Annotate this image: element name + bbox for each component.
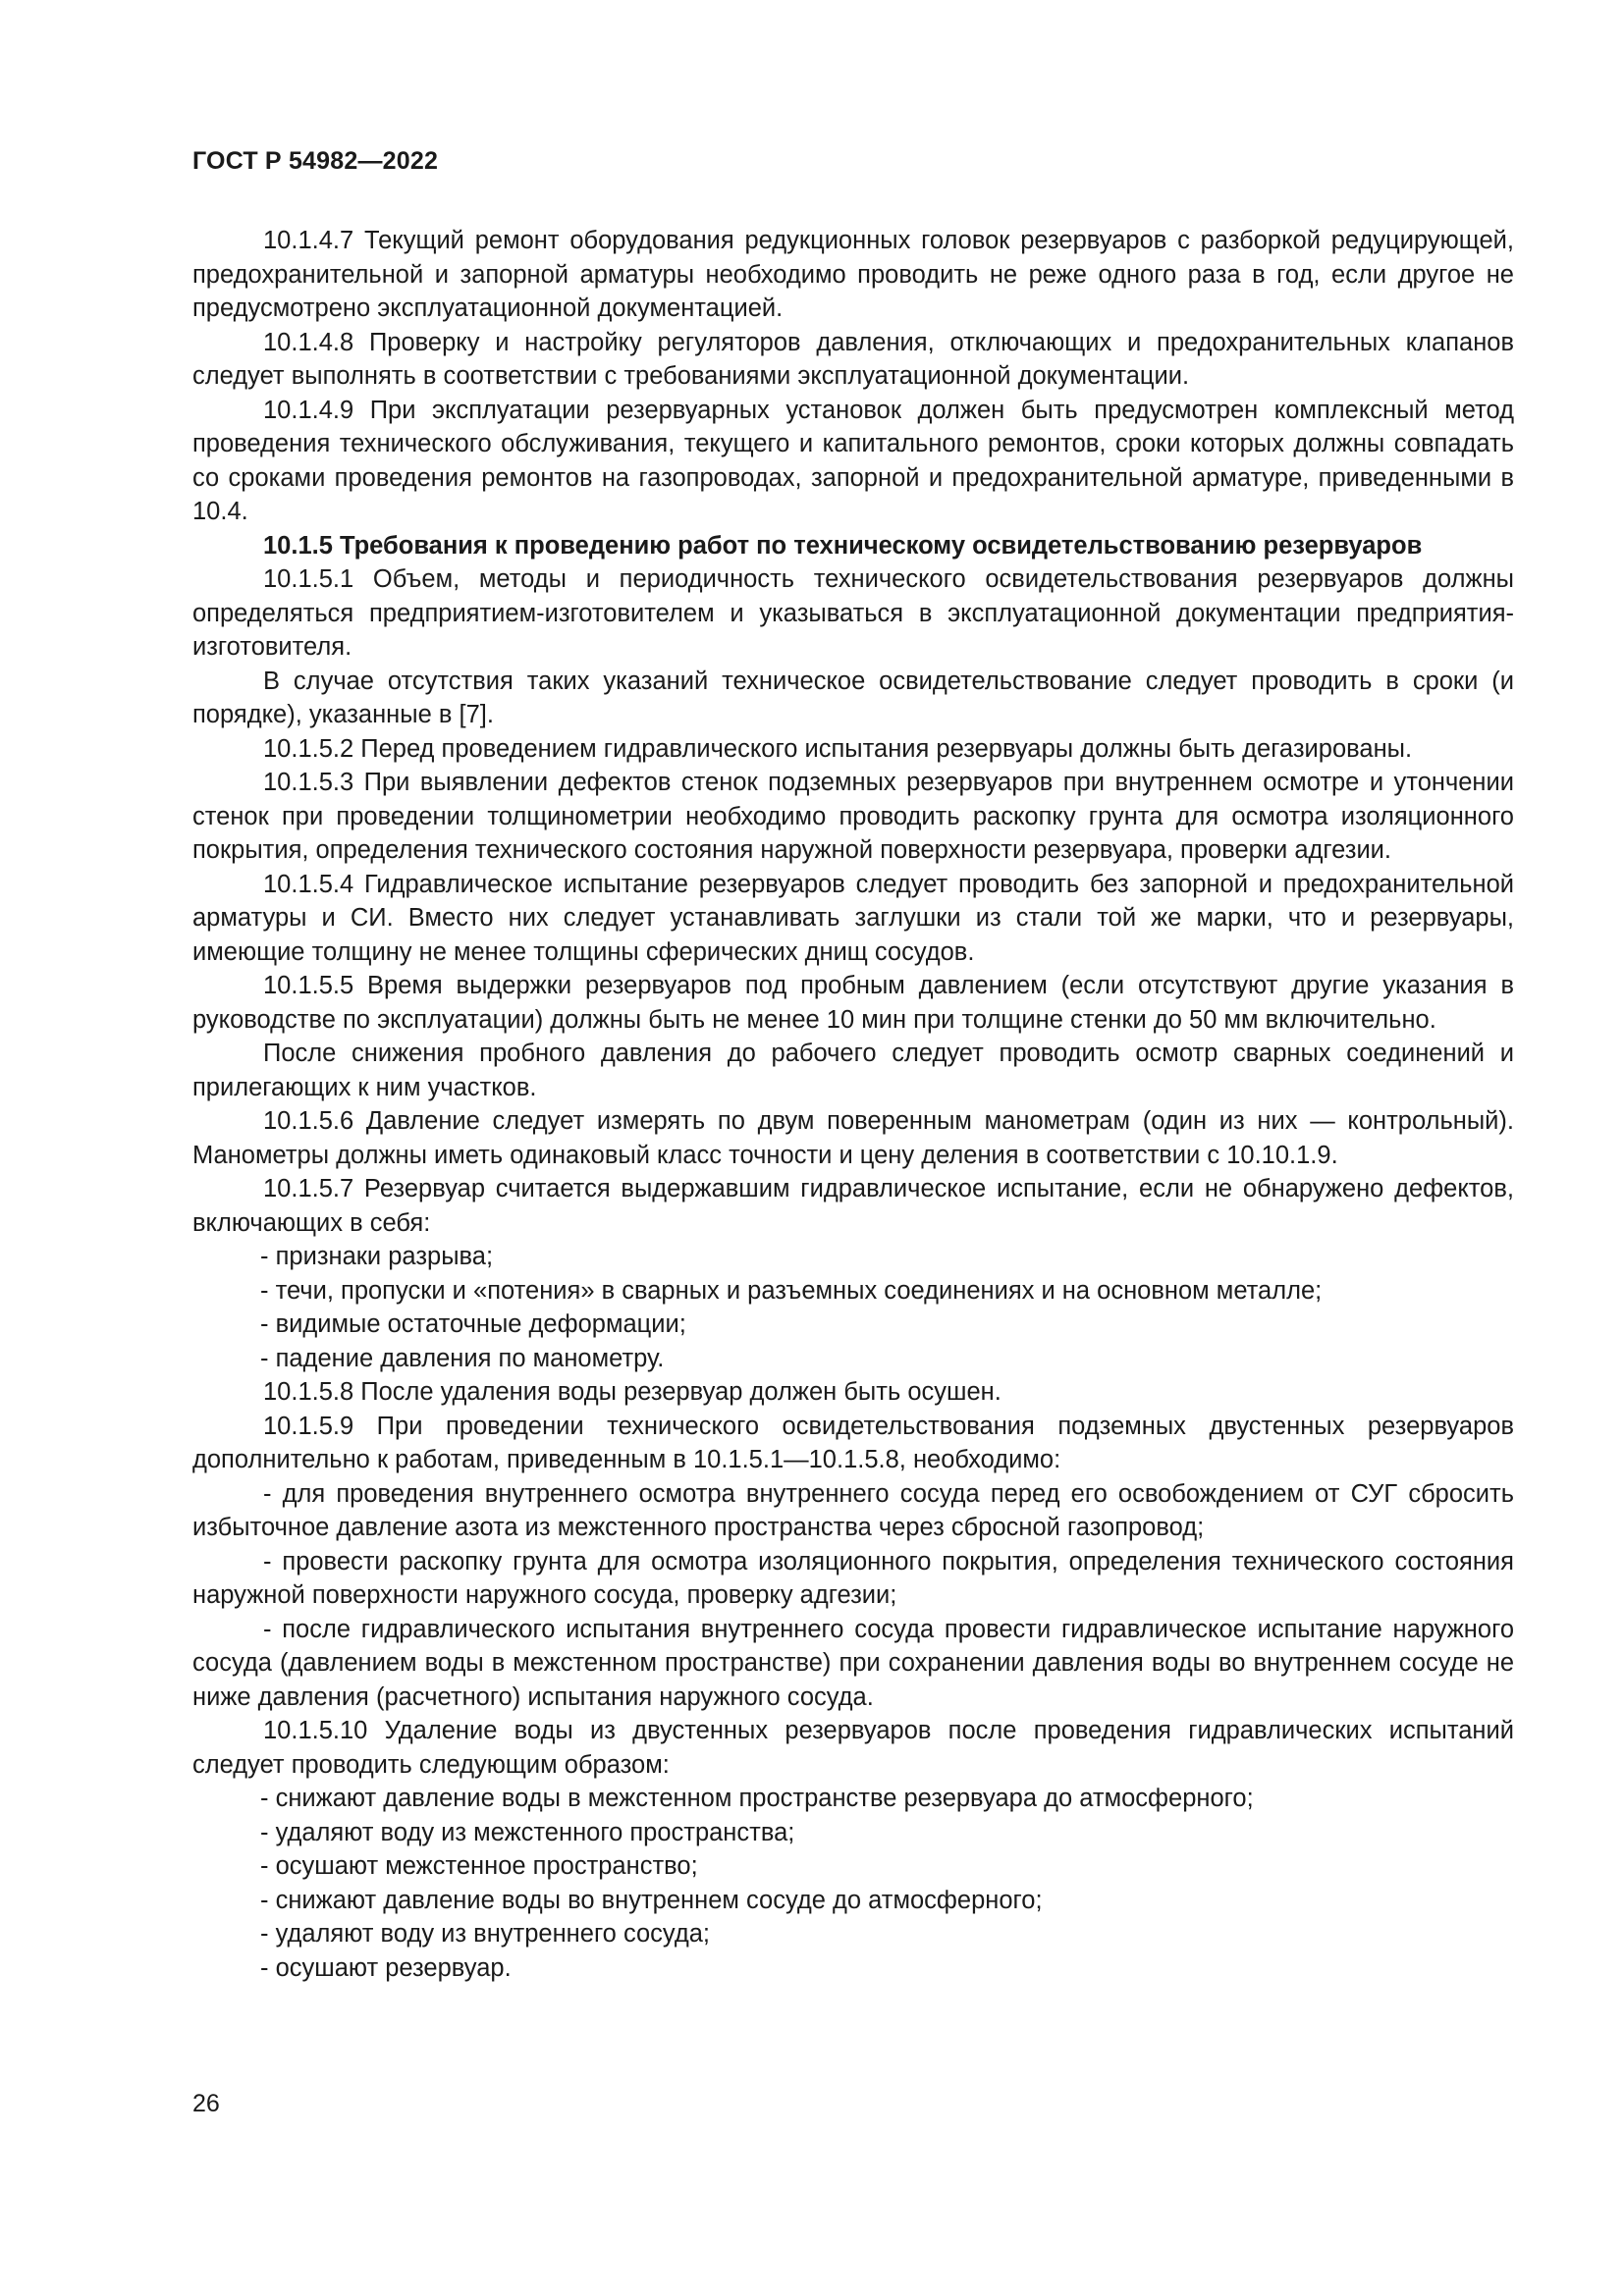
section-heading-10-1-5: 10.1.5 Требования к проведению работ по техническому освидетельствованию резервуаров (263, 531, 1423, 560)
paragraph-10-1-5-10: 10.1.5.10 Удаление воды из двустенных резервуаров после проведения гидравлических испытаний следует проводить следующим образом: (192, 1717, 1514, 1779)
document-header-code: ГОСТ Р 54982—2022 (192, 147, 439, 175)
paragraph-10-1-5-7: 10.1.5.7 Резервуар считается выдержавшим гидравлическое испытание, если не обнаружено дефектов, включающих в себя: (192, 1175, 1514, 1237)
water-removal-steps-list (192, 1782, 1514, 1985)
page-number: 26 (192, 2090, 220, 2117)
list-item: - течи, пропуски и «потения» в сварных и разъемных соединениях и на основном металле; (192, 1274, 1514, 1308)
paragraph-10-1-5-9-item-b: - провести раскопку грунта для осмотра изоляционного покрытия, определения технического состояния наружной поверхности наружного сосуда, проверку адгезии; (192, 1547, 1514, 1609)
list-item: - осушают резервуар. (192, 1951, 1514, 1986)
paragraph-10-1-5-9-item-c: - после гидравлического испытания внутреннего сосуда провести гидравлическое испытание наружного сосуда (давлением воды в межстенном пространстве) при сохранении давления воды во внутреннем сосуде не ниже давления (расчетного) испытания наружного сосуда. (192, 1615, 1514, 1711)
list-item: - видимые остаточные деформации; (192, 1308, 1514, 1342)
paragraph-10-1-5-2: 10.1.5.2 Перед проведением гидравлического испытания резервуары должны быть дегазированы. (263, 734, 1413, 763)
list-item: - падение давления по манометру. (192, 1342, 1514, 1376)
paragraph-10-1-5-1: 10.1.5.1 Объем, методы и периодичность технического освидетельствования резервуаров должны определяться предприятием-изготовителем и указываться в эксплуатационной документации предприятия-изготовителя. (192, 565, 1514, 661)
paragraph-10-1-4-9: 10.1.4.9 При эксплуатации резервуарных установок должен быть предусмотрен комплексный метод проведения технического обслуживания, текущего и капитального ремонтов, сроки которых должны совпадать со сроками проведения ремонтов на газопроводах, запорной и предохранительной арматуре, приведенными в 10.4. (192, 396, 1514, 525)
paragraph-10-1-5-9: 10.1.5.9 При проведении технического освидетельствования подземных двустенных резервуаров дополнительно к работам, приведенным в 10.1.5.1—10.1.5.8, необходимо: (192, 1412, 1514, 1473)
paragraph-10-1-5-8: 10.1.5.8 После удаления воды резервуар должен быть осушен. (263, 1378, 1001, 1406)
paragraph-10-1-5-3: 10.1.5.3 При выявлении дефектов стенок подземных резервуаров при внутреннем осмотре и утончении стенок при проведении толщинометрии необходимо проводить раскопку грунта для осмотра изоляционного покрытия, определения технического состояния наружной поверхности резервуара, проверки адгезии. (192, 769, 1514, 864)
document-body (192, 224, 1514, 1985)
paragraph-10-1-5-9-item-a: - для проведения внутреннего осмотра внутреннего сосуда перед его освобождением от СУГ сбросить избыточное давление азота из межстенного пространства через сбросной газопровод; (192, 1479, 1514, 1541)
paragraph-10-1-5-4: 10.1.5.4 Гидравлическое испытание резервуаров следует проводить без запорной и предохранительной арматуры и СИ. Вместо них следует устанавливать заглушки из стали той же марки, что и резервуары, имеющие толщину не менее толщины сферических днищ сосудов. (192, 870, 1514, 966)
list-item: - осушают межстенное пространство; (192, 1849, 1514, 1884)
list-item: - снижают давление воды в межстенном пространстве резервуара до атмосферного; (192, 1782, 1514, 1816)
paragraph-10-1-5-6: 10.1.5.6 Давление следует измерять по двум поверенным манометрам (один из них — контрольный). Манометры должны иметь одинаковый класс точности и цену деления в соответствии с 10.10.1.9. (192, 1107, 1514, 1169)
list-item: - удаляют воду из внутреннего сосуда; (192, 1917, 1514, 1951)
list-item: - признаки разрыва; (192, 1240, 1514, 1274)
paragraph-10-1-4-7: 10.1.4.7 Текущий ремонт оборудования редукционных головок резервуаров с разборкой редуцирующей, предохранительной и запорной арматуры необходимо проводить не реже одного раза в год, если другое не предусмотрено эксплуатационной документацией. (192, 227, 1514, 322)
paragraph-10-1-5-5: 10.1.5.5 Время выдержки резервуаров под пробным давлением (если отсутствуют другие указания в руководстве по эксплуатации) должны быть не менее 10 мин при толщине стенки до 50 мм включительно. (192, 972, 1514, 1034)
paragraph-10-1-4-8: 10.1.4.8 Проверку и настройку регуляторов давления, отключающих и предохранительных клапанов следует выполнять в соответствии с требованиями эксплуатационной документации. (192, 328, 1514, 390)
paragraph-10-1-5-5-continued: После снижения пробного давления до рабочего следует проводить осмотр сварных соединений и прилегающих к ним участков. (192, 1040, 1514, 1101)
defects-list (192, 1240, 1514, 1375)
list-item: - удаляют воду из межстенного пространства; (192, 1816, 1514, 1850)
list-item: - снижают давление воды во внутреннем сосуде до атмосферного; (192, 1884, 1514, 1918)
paragraph-10-1-5-1-continued: В случае отсутствия таких указаний техническое освидетельствование следует проводить в сроки (и порядке), указанные в [7]. (192, 667, 1514, 728)
